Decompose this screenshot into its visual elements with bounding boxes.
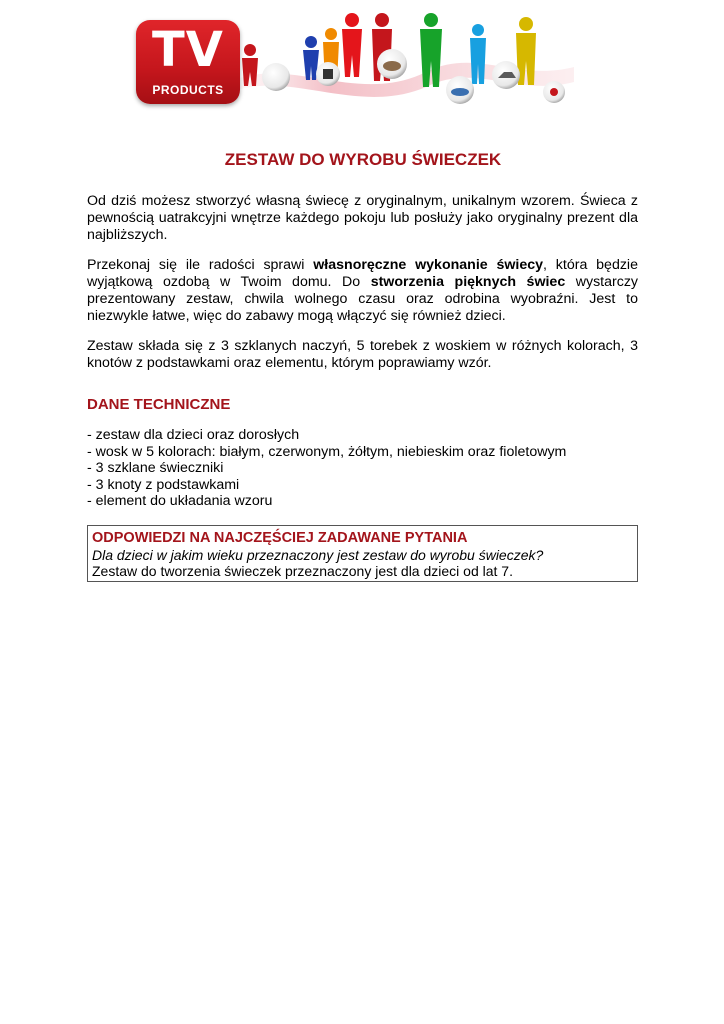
description-text-1: Przekonaj się ile radości sprawi — [87, 257, 314, 273]
list-item: - element do układania wzoru — [87, 493, 273, 509]
list-item: - zestaw dla dzieci oraz dorosłych — [87, 427, 300, 443]
description-bold-1: własnoręczne wykonanie świecy — [313, 257, 544, 273]
description-bold-2: stworzenia pięknych świec — [370, 274, 566, 290]
logo-products-text: PRODUCTS — [152, 83, 224, 97]
faq-box — [87, 525, 638, 582]
description-text-2: , która będzie wyjątkową ozdobą w Twoim domu. Do — [87, 257, 638, 290]
faq-question: Dla dzieci w jakim wieku przeznaczony jest zestaw do wyrobu świeczek? — [92, 547, 544, 563]
contents-paragraph: Zestaw składa się z 3 szklanych naczyń, 5 torebek z woskiem w różnych kolorach, 3 knotów z podstawkami oraz elementu, którym poprawiamy wzór. — [87, 338, 638, 371]
page-title: ZESTAW DO WYROBU ŚWIECZEK — [224, 150, 502, 169]
logo-tv-text: TV — [152, 22, 224, 78]
tv-products-logo — [136, 20, 240, 104]
faq-answer: Zestaw do tworzenia świeczek przeznaczony jest dla dzieci od lat 7. — [92, 563, 513, 579]
description-paragraph — [87, 257, 638, 325]
faq-heading: ODPOWIEDZI NA NAJCZĘŚCIEJ ZADAWANE PYTANIA — [92, 530, 468, 546]
tech-heading: DANE TECHNICZNE — [87, 396, 231, 413]
list-item: - wosk w 5 kolorach: białym, czerwonym, żółtym, niebieskim oraz fioletowym — [87, 443, 567, 460]
intro-paragraph: Od dziś możesz stworzyć własną świecę z oryginalnym, unikalnym wzorem. Świeca z pewnością uatrakcyjni wnętrze każdego pokoju lub posłuży jako oryginalny prezent dla najbliższych. — [87, 193, 638, 243]
list-item: - 3 szklane świeczniki — [87, 460, 224, 476]
description-text-3: wystarczy prezentowany zestaw, chwila wolnego czasu oraz odrobina wyobraźni. Jest to niezwykle łatwe, więc do zabawy mogą włączyć się również dzieci. — [87, 274, 639, 324]
list-item: - 3 knoty z podstawkami — [87, 476, 240, 493]
tech-list — [87, 427, 566, 510]
